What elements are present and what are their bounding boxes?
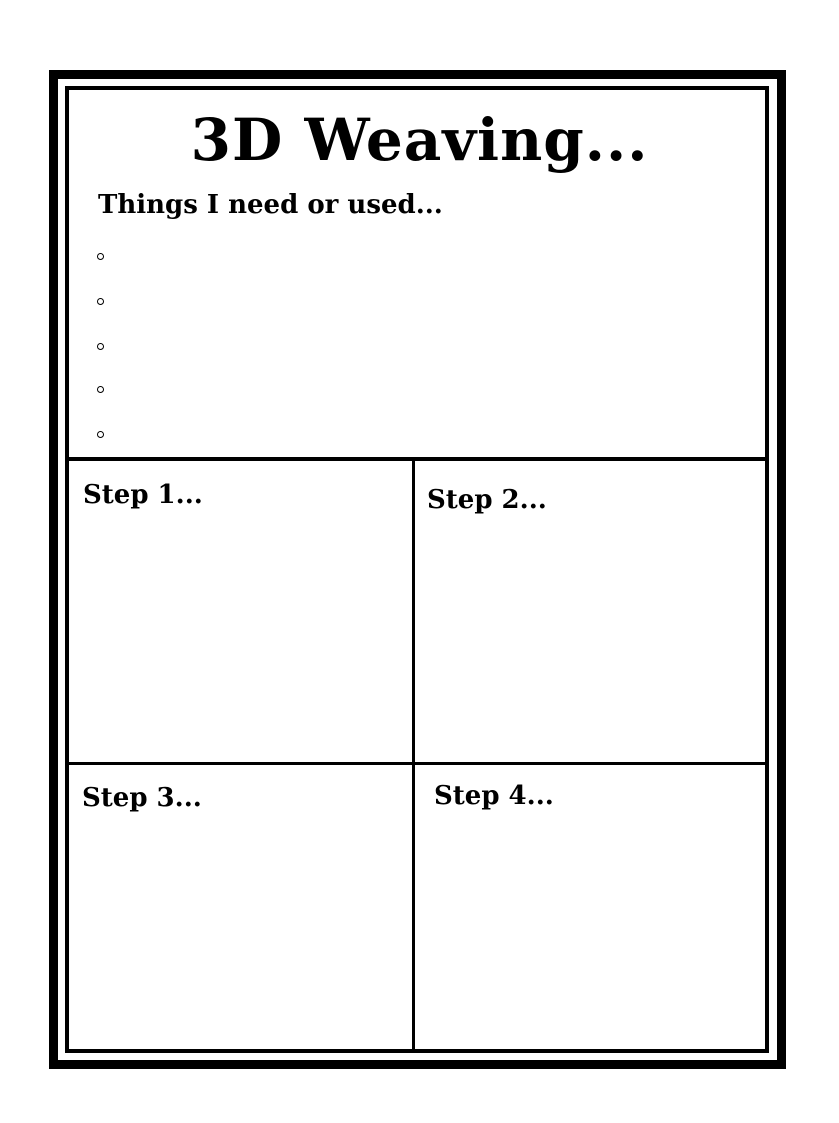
step-1-label: Step 1... bbox=[83, 480, 203, 510]
step-column-divider bbox=[412, 459, 415, 1051]
section-divider bbox=[67, 457, 767, 461]
materials-heading: Things I need or used... bbox=[98, 190, 443, 220]
step-2-label: Step 2... bbox=[427, 485, 547, 515]
inner-border bbox=[65, 86, 769, 1053]
step-3-label: Step 3... bbox=[82, 783, 202, 813]
materials-bullet-3 bbox=[97, 343, 104, 350]
materials-bullet-1 bbox=[97, 253, 104, 260]
materials-bullet-2 bbox=[97, 298, 104, 305]
worksheet-title: 3D Weaving... bbox=[190, 106, 649, 174]
step-row-divider bbox=[67, 762, 767, 765]
materials-bullet-4 bbox=[97, 386, 104, 393]
materials-bullet-5 bbox=[97, 431, 104, 438]
step-4-label: Step 4... bbox=[434, 781, 554, 811]
